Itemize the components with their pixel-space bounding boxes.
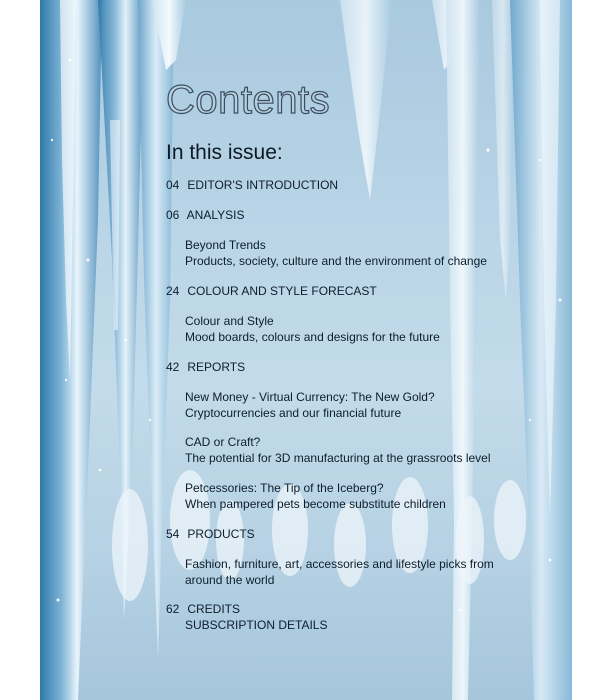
- toc-subentry: [185, 434, 491, 466]
- toc-entry-credits: [166, 601, 240, 617]
- toc-subentry: [185, 313, 440, 345]
- section-title: PRODUCTS: [187, 527, 255, 541]
- subentry-title: SUBSCRIPTION DETAILS: [185, 618, 328, 632]
- subentry-title: Petcessories: The Tip of the Iceberg?: [185, 481, 384, 495]
- subentry-description: Products, society, culture and the environment of change: [185, 254, 487, 268]
- subentry-title: CAD or Craft?: [185, 435, 261, 449]
- toc-subentry: [185, 237, 487, 269]
- page-number: 24: [166, 284, 180, 298]
- toc-subentry: [185, 389, 435, 421]
- toc-entry-colour: [166, 283, 377, 299]
- toc-subentry: [185, 480, 446, 512]
- toc-entry-products: [166, 526, 255, 542]
- page-number: 62: [166, 602, 180, 616]
- section-title: REPORTS: [187, 360, 246, 374]
- page-title: Contents: [166, 78, 331, 122]
- section-title: CREDITS: [187, 602, 241, 616]
- section-title: ANALYSIS: [186, 208, 245, 222]
- page-number: 54: [166, 527, 180, 541]
- subentry-description: around the world: [185, 573, 275, 587]
- subentry-description: When pampered pets become substitute children: [185, 497, 446, 511]
- section-title: EDITOR'S INTRODUCTION: [187, 178, 339, 192]
- subentry-description: The potential for 3D manufacturing at the grassroots level: [185, 451, 491, 465]
- page-number: 04: [166, 178, 180, 192]
- toc-entry-analysis: [166, 207, 244, 223]
- page-number: 42: [166, 360, 180, 374]
- subentry-title: Beyond Trends: [185, 238, 266, 252]
- toc-entry-reports: [166, 359, 245, 375]
- toc-subentry: [185, 617, 327, 633]
- issue-subtitle: In this issue:: [166, 141, 283, 164]
- subentry-title: Colour and Style: [185, 314, 274, 328]
- toc-entry-editor: [166, 177, 338, 193]
- page-number: 06: [166, 208, 180, 222]
- subentry-title: New Money - Virtual Currency: The New Gold?: [185, 390, 435, 404]
- subentry-description: Fashion, furniture, art, accessories and lifestyle picks from: [185, 557, 494, 571]
- magazine-page: [40, 0, 572, 700]
- section-title: COLOUR AND STYLE FORECAST: [187, 284, 377, 298]
- toc-subentry: [185, 556, 494, 588]
- subentry-description: Cryptocurrencies and our financial future: [185, 406, 402, 420]
- subentry-description: Mood boards, colours and designs for the future: [185, 330, 440, 344]
